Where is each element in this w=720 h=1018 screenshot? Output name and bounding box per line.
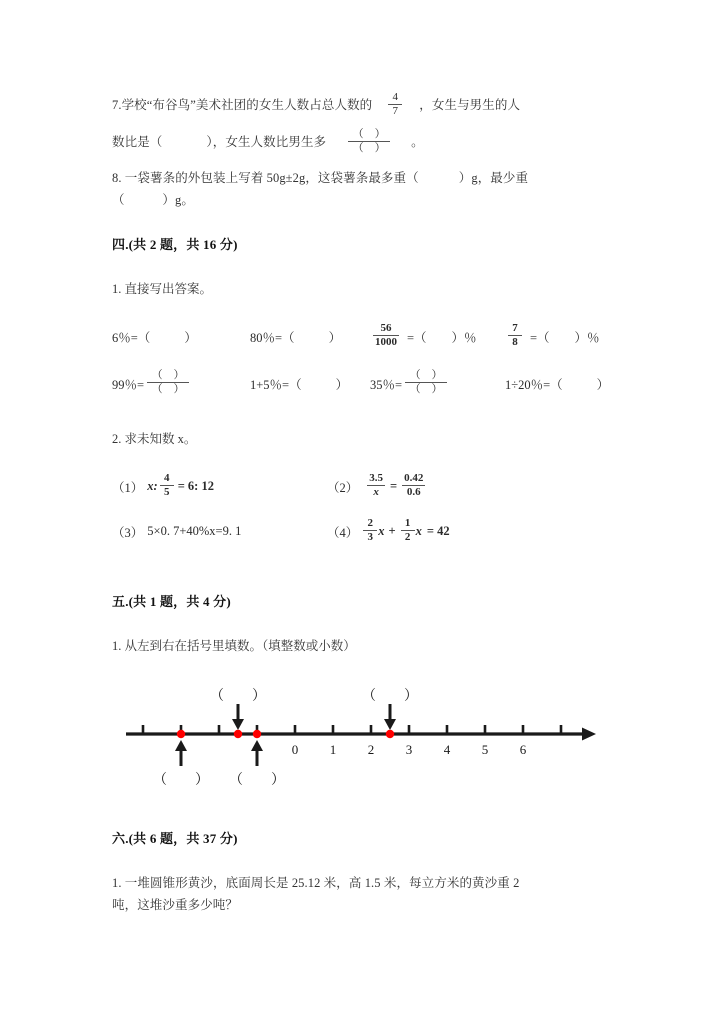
calc-item-g-lhs: 35％=	[370, 377, 403, 392]
question-8-text-2: ）g，最少重	[458, 171, 529, 185]
equation-3-label: （3）	[112, 525, 144, 540]
fraction-denominator-blank[interactable]: （ ）	[352, 141, 386, 154]
equation-1-fraction	[160, 472, 174, 499]
question-7-text-part2: ，女生与男生的人	[419, 98, 521, 112]
fraction-denominator: 3	[367, 531, 374, 543]
axis-label-3: 3	[405, 742, 413, 757]
calc-item-g[interactable]	[370, 370, 505, 397]
fraction-numerator: 3.5	[369, 472, 384, 484]
equation-1-text-b: = 6: 12	[177, 479, 214, 493]
equation-3-text: 5×0. 7+40%x=9. 1	[147, 524, 242, 538]
fraction-numerator-blank[interactable]: （ ）	[151, 369, 185, 381]
section-five-q1-title: 1. 从左到右在括号里填数。（填整数或小数）	[112, 639, 356, 653]
number-line-parens-below[interactable]	[153, 772, 285, 788]
section-five-heading: 五.(共 1 题，共 4 分)	[112, 594, 231, 609]
equation-3	[112, 523, 327, 541]
axis-label-0: 0	[291, 742, 299, 757]
down-arrow-point-4	[384, 704, 396, 730]
fraction-denominator-blank[interactable]: （ ）	[409, 383, 443, 395]
fraction-denominator: 0.6	[406, 486, 421, 498]
section-four-q1-title: 1. 直接写出答案。	[112, 282, 213, 296]
question-8-text-1: 8. 一袋薯条的外包装上写着 50g±2g，这袋薯条最多重（	[112, 171, 419, 185]
question-8	[112, 168, 612, 210]
calc-item-h-blank[interactable]	[563, 376, 597, 391]
calc-item-a-rhs: ）	[184, 330, 197, 345]
equation-4-fraction-2	[401, 517, 415, 544]
down-arrow-point-2	[232, 704, 244, 730]
axis-label-6: 6	[519, 742, 527, 757]
calc-item-e-lhs: 99％=	[112, 377, 145, 392]
section-six-heading: 六.(共 6 题，共 37 分)	[112, 831, 238, 846]
marked-point-3-dot[interactable]	[253, 730, 261, 738]
calc-item-c[interactable]	[370, 323, 505, 350]
question-7-text-part3: 数比是（	[112, 135, 163, 149]
equation-4	[327, 518, 612, 545]
axis-label-5: 5	[481, 742, 489, 757]
axis-label-1: 1	[329, 742, 337, 757]
number-line-blank-below-2[interactable]: （ ）	[229, 773, 285, 788]
axis-label-4: 4	[443, 742, 451, 757]
equation-4-tail: = 42	[426, 524, 450, 538]
section-six-q1-line-1: 1. 一堆圆锥形黄沙，底面周长是 25.12 米，高 1.5 米，每立方米的黄沙重 2	[112, 876, 520, 890]
question-7-fraction-blank[interactable]	[348, 128, 390, 155]
number-line-blank-above-2[interactable]: （ ）	[362, 689, 418, 704]
number-line-up-arrows	[175, 740, 263, 766]
fraction-denominator: x	[373, 486, 379, 498]
equations-grid	[112, 473, 612, 545]
number-line-axis	[126, 728, 596, 741]
question-7	[112, 88, 612, 162]
calc-item-d-fraction	[508, 322, 522, 349]
equation-2-fraction-right	[402, 472, 425, 499]
equation-2-label: （2）	[327, 480, 359, 495]
calc-item-d-rhs[interactable]: =（ ）％	[530, 330, 600, 345]
calc-item-c-rhs[interactable]: =（ ）％	[407, 330, 477, 345]
fraction-denominator: 1000	[375, 336, 397, 348]
fraction-numerator: 7	[512, 322, 518, 334]
equation-4-plus: +	[388, 524, 396, 538]
calc-item-a-blank[interactable]	[150, 329, 184, 344]
question-7-line-2	[112, 122, 612, 162]
equation-2-fraction-left	[367, 472, 385, 499]
arithmetic-grid	[112, 323, 612, 397]
equation-1-label: （1）	[112, 480, 144, 495]
calc-item-e[interactable]	[112, 370, 250, 397]
question-8-line-2[interactable]: （ ）g。	[112, 193, 194, 207]
number-line-labels	[292, 742, 527, 757]
number-line-figure	[112, 674, 612, 794]
calc-item-b[interactable]	[250, 328, 370, 346]
up-arrow-point-3	[251, 740, 263, 766]
fraction-denominator: 8	[512, 336, 518, 348]
question-8-line-1	[112, 168, 612, 188]
calc-item-b-rhs: ）	[328, 330, 342, 345]
equation-1-text-a: x:	[147, 479, 158, 493]
section-four-heading: 四.(共 2 题，共 16 分)	[112, 237, 238, 252]
calc-item-g-fraction-blank[interactable]	[405, 369, 447, 396]
calc-item-h-lhs: 1÷20％=（	[505, 377, 563, 392]
axis-label-2: 2	[367, 742, 375, 757]
number-line-parens-above[interactable]	[210, 688, 418, 704]
fraction-numerator: 4	[392, 90, 399, 103]
question-7-text-part4: ），女生人数比男生多	[206, 135, 327, 149]
number-line-blank-above-1[interactable]: （ ）	[210, 689, 266, 704]
up-arrow-point-1	[175, 740, 187, 766]
calc-item-b-lhs: 80％=（	[250, 330, 295, 345]
calc-item-b-blank[interactable]	[295, 329, 329, 344]
fraction-numerator: 4	[163, 472, 170, 484]
question-7-text-part1: 7.学校“布谷鸟”美术社团的女生人数占总人数的	[112, 98, 373, 112]
marked-point-1-dot[interactable]	[177, 730, 185, 738]
marked-point-4-dot[interactable]	[386, 730, 394, 738]
fraction-numerator: 0.42	[404, 472, 424, 484]
page-content	[112, 88, 612, 915]
fraction-numerator: 2	[367, 517, 374, 529]
equation-1	[112, 473, 327, 500]
question-7-fraction-4-7	[388, 91, 402, 118]
fraction-numerator: 56	[380, 322, 392, 334]
fraction-numerator-blank[interactable]: （ ）	[409, 369, 443, 381]
calc-item-c-fraction	[373, 322, 399, 349]
question-7-text-part5: 。	[411, 135, 424, 149]
calc-item-f-blank[interactable]	[302, 376, 336, 391]
fraction-denominator: 2	[404, 531, 411, 543]
equation-2	[327, 473, 612, 500]
number-line-svg	[112, 674, 612, 794]
calc-item-d[interactable]	[505, 323, 612, 350]
marked-point-2-dot[interactable]	[234, 730, 242, 738]
section-six-q1	[112, 873, 612, 915]
equation-4-label: （4）	[327, 525, 359, 540]
fraction-denominator: 7	[392, 104, 399, 117]
equation-4-var-1: x	[378, 524, 385, 538]
calc-item-h-rhs: ）	[596, 377, 610, 392]
fraction-numerator: 1	[404, 517, 411, 529]
question-8-blank-max[interactable]	[419, 168, 459, 188]
calc-item-h[interactable]	[505, 375, 612, 393]
calc-item-e-fraction-blank[interactable]	[147, 369, 189, 396]
equation-4-var-2: x	[415, 524, 422, 538]
section-six-q1-line-2: 吨，这堆沙重多少吨？	[112, 898, 239, 912]
calc-item-f-lhs: 1+5％=（	[250, 377, 302, 392]
question-7-line-1	[112, 88, 612, 122]
equation-2-equals: =	[390, 479, 398, 493]
equation-4-fraction-1	[363, 517, 377, 544]
calc-item-f[interactable]	[250, 375, 370, 393]
number-line-blank-below-1[interactable]: （ ）	[153, 773, 209, 788]
calc-item-a[interactable]	[112, 328, 250, 346]
fraction-denominator-blank[interactable]: （ ）	[151, 383, 185, 395]
section-four-q2-title: 2. 求未知数 x。	[112, 432, 197, 446]
calc-item-a-lhs: 6％=（	[112, 330, 151, 345]
fraction-denominator: 5	[163, 486, 170, 498]
question-7-blank-ratio[interactable]	[162, 135, 206, 150]
calc-item-f-rhs: ）	[335, 377, 349, 392]
fraction-numerator-blank[interactable]: （ ）	[352, 127, 386, 140]
